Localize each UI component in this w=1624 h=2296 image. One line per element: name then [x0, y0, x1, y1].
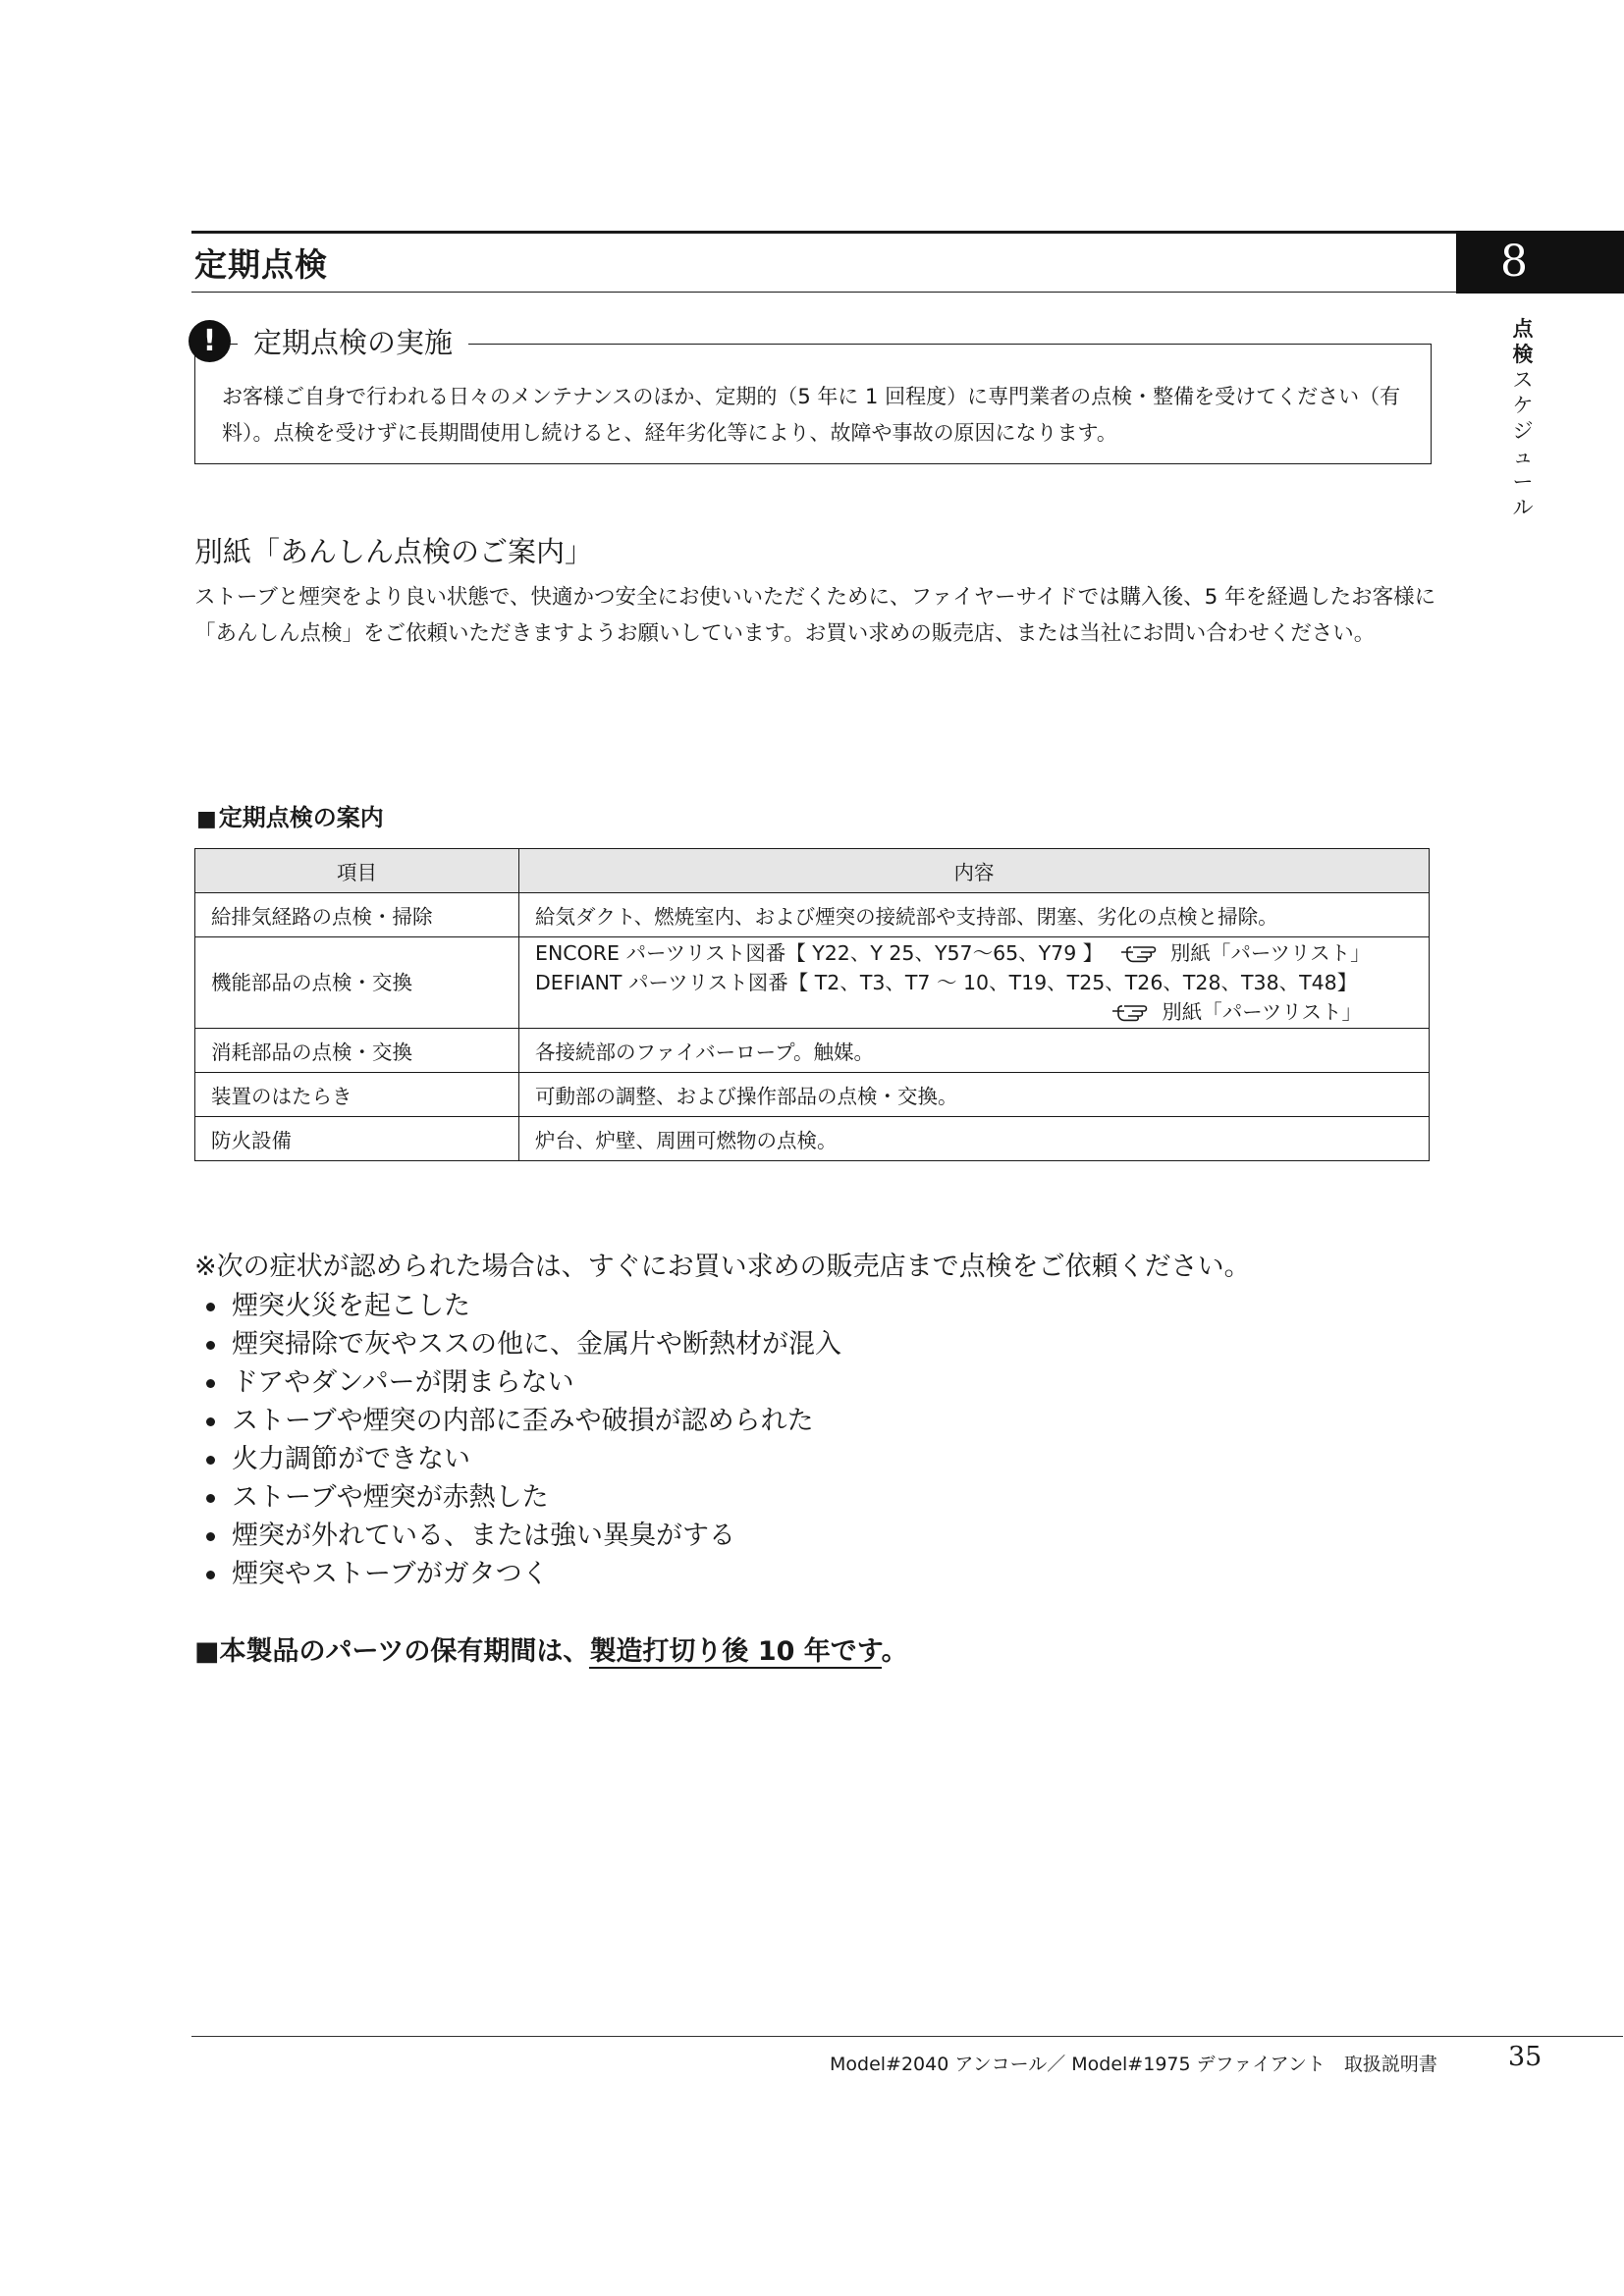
pointing-hand-icon	[1119, 941, 1163, 963]
footer-rule	[191, 2036, 1623, 2037]
leaflet-heading: 別紙「あんしん点検のご案内」	[194, 535, 594, 568]
list-item: 煙突やストーブがガタつく	[194, 1555, 841, 1593]
leaflet-text: ストーブと煙突をより良い状態で、快適かつ安全にお使いいただくために、ファイヤーサイドでは購入後、5 年を経過したお客様に「あんしん点検」をご依頼いただきますようお願いしています。お買い求めの販売店、または当社にお問い合わせください。	[194, 585, 1436, 646]
exclamation-icon: !	[189, 320, 231, 362]
content-line	[535, 997, 1413, 1027]
content-line	[535, 938, 1413, 968]
list-item: 煙突掃除で灰やススの他に、金属片や断熱材が混入	[194, 1325, 841, 1363]
chapter-number-tab: 8	[1456, 231, 1624, 294]
header-bottom-rule	[191, 292, 1456, 293]
footer-model-text: Model#2040 アンコール／ Model#1975 デファイアント 取扱説明書	[830, 2054, 1437, 2075]
table-header-row	[195, 849, 1430, 893]
list-item: 煙突が外れている、または強い異臭がする	[194, 1517, 841, 1555]
parts-note-suffix: 。	[881, 1636, 908, 1667]
list-item: ストーブや煙突の内部に歪みや破損が認められた	[194, 1402, 841, 1440]
heading-square-mark: ■	[196, 807, 217, 831]
table-cell-content	[519, 937, 1430, 1029]
list-item: ドアやダンパーが閉まらない	[194, 1363, 841, 1402]
table-cell-item: 防火設備	[195, 1117, 519, 1161]
table-cell-item: 消耗部品の点検・交換	[195, 1029, 519, 1073]
parts-square-mark: ■	[194, 1636, 220, 1667]
table-cell-content: 各接続部のファイバーロープ。触媒。	[519, 1029, 1430, 1073]
list-item: 煙突火災を起こした	[194, 1287, 841, 1325]
parts-list-reference: 別紙「パーツリスト」	[1162, 1000, 1362, 1024]
table-row	[195, 893, 1430, 937]
table-row	[195, 1029, 1430, 1073]
parts-list-reference: 別紙「パーツリスト」	[1169, 941, 1371, 965]
table-cell-item: 給排気経路の点検・掃除	[195, 893, 519, 937]
table-row	[195, 937, 1430, 1029]
notice-text: お客様ご自身で行われる日々のメンテナンスのほか、定期的（5 年に 1 回程度）に専門業者の点検・整備を受けてください（有料）。点検を受けずに長期間使用し続けると、経年劣化等により、故障や事故の原因になります。	[222, 385, 1401, 445]
encore-parts-text: ENCORE パーツリスト図番【 Y22、Y 25、Y57～65、Y79 】	[535, 941, 1104, 965]
side-label-rest: スケジュール	[1512, 368, 1534, 519]
table-cell-content: 可動部の調整、および操作部品の点検・交換。	[519, 1073, 1430, 1117]
table-cell-content: 炉台、炉壁、周囲可燃物の点検。	[519, 1117, 1430, 1161]
column-header-content: 内容	[519, 849, 1430, 893]
page-number: 35	[1508, 2042, 1543, 2072]
parts-note-prefix: 本製品のパーツの保有期間は、	[219, 1636, 590, 1667]
table-cell-item: 装置のはたらき	[195, 1073, 519, 1117]
inspection-table	[194, 848, 1430, 1161]
table-heading	[196, 798, 384, 832]
symptoms-lead-text: ※次の症状が認められた場合は、すぐにお買い求めの販売店まで点検をご依頼ください。	[194, 1252, 1251, 1282]
chapter-side-label	[1508, 316, 1538, 520]
side-label-strong: 点検	[1512, 317, 1534, 366]
content-line: DEFIANT パーツリスト図番【 T2、T3、T7 ～ 10、T19、T25、T26、T28、T38、T48】	[535, 971, 1358, 994]
table-cell-content: 給気ダクト、燃焼室内、および煙突の接続部や支持部、閉塞、劣化の点検と掃除。	[519, 893, 1430, 937]
symptom-list	[194, 1287, 841, 1593]
section-title: 定期点検	[194, 245, 328, 284]
table-heading-text: 定期点検の案内	[218, 804, 384, 831]
table-row	[195, 1117, 1430, 1161]
notice-title: 定期点検の実施	[238, 322, 468, 363]
parts-retention-note	[194, 1629, 908, 1668]
table-row	[195, 1073, 1430, 1117]
parts-note-underlined: 製造打切り後 10 年です	[589, 1636, 882, 1667]
list-item: 火力調節ができない	[194, 1440, 841, 1478]
list-item: ストーブや煙突が赤熱した	[194, 1478, 841, 1517]
pointing-hand-icon	[1110, 1000, 1154, 1022]
column-header-item: 項目	[195, 849, 519, 893]
table-cell-item: 機能部品の点検・交換	[195, 937, 519, 1029]
header-top-rule	[191, 231, 1623, 234]
